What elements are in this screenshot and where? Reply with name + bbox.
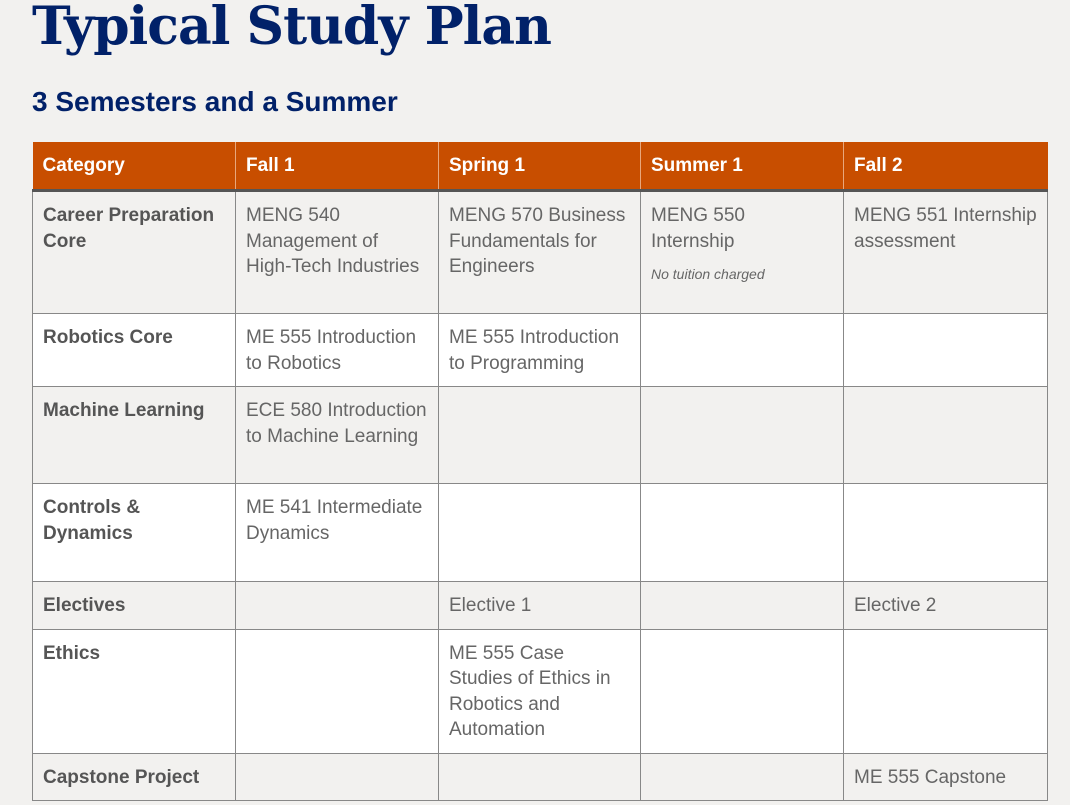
tuition-note: No tuition charged bbox=[651, 266, 765, 282]
table-row bbox=[33, 629, 1048, 753]
course-cell bbox=[641, 484, 844, 582]
header-fall-2: Fall 2 bbox=[844, 142, 1048, 191]
course-cell bbox=[641, 191, 844, 314]
course-cell bbox=[236, 629, 439, 753]
category-cell: Capstone Project bbox=[33, 753, 236, 801]
table-row bbox=[33, 582, 1048, 630]
course-cell: ME 541 Intermediate Dynamics bbox=[236, 484, 439, 582]
category-cell: Robotics Core bbox=[33, 314, 236, 387]
course-cell: MENG 551 Internship assessment bbox=[844, 191, 1048, 314]
course-cell: ECE 580 Introduction to Machine Learning bbox=[236, 387, 439, 484]
course-cell bbox=[641, 582, 844, 630]
study-plan-table bbox=[32, 142, 1048, 801]
course-cell: MENG 570 Business Fundamentals for Engineers bbox=[439, 191, 641, 314]
table-row bbox=[33, 387, 1048, 484]
course-cell: ME 555 Case Studies of Ethics in Robotics and Automation bbox=[439, 629, 641, 753]
category-cell: Ethics bbox=[33, 629, 236, 753]
page-title: Typical Study Plan bbox=[32, 0, 551, 57]
category-cell: Controls & Dynamics bbox=[33, 484, 236, 582]
course-cell bbox=[439, 387, 641, 484]
category-cell: Machine Learning bbox=[33, 387, 236, 484]
course-cell: ME 555 Capstone bbox=[844, 753, 1048, 801]
course-cell bbox=[844, 314, 1048, 387]
course-cell: ME 555 Introduction to Robotics bbox=[236, 314, 439, 387]
header-spring-1: Spring 1 bbox=[439, 142, 641, 191]
course-text: MENG 550 Internship bbox=[651, 205, 745, 252]
page-subtitle: 3 Semesters and a Summer bbox=[32, 86, 398, 117]
table-header-row bbox=[33, 142, 1048, 191]
course-cell bbox=[236, 582, 439, 630]
table-row bbox=[33, 484, 1048, 582]
course-cell bbox=[844, 484, 1048, 582]
course-cell bbox=[641, 629, 844, 753]
table-row bbox=[33, 753, 1048, 801]
category-cell: Career Preparation Core bbox=[33, 191, 236, 314]
course-cell: MENG 540 Management of High-Tech Industries bbox=[236, 191, 439, 314]
course-cell bbox=[439, 753, 641, 801]
course-cell: Elective 2 bbox=[844, 582, 1048, 630]
course-cell bbox=[439, 484, 641, 582]
header-category: Category bbox=[33, 142, 236, 191]
header-summer-1: Summer 1 bbox=[641, 142, 844, 191]
course-cell bbox=[844, 629, 1048, 753]
course-cell: ME 555 Introduction to Programming bbox=[439, 314, 641, 387]
course-cell bbox=[641, 387, 844, 484]
course-cell: Elective 1 bbox=[439, 582, 641, 630]
table-row bbox=[33, 191, 1048, 314]
course-cell bbox=[236, 753, 439, 801]
course-cell bbox=[844, 387, 1048, 484]
course-cell bbox=[641, 753, 844, 801]
category-cell: Electives bbox=[33, 582, 236, 630]
header-fall-1: Fall 1 bbox=[236, 142, 439, 191]
table-row bbox=[33, 314, 1048, 387]
course-cell bbox=[641, 314, 844, 387]
